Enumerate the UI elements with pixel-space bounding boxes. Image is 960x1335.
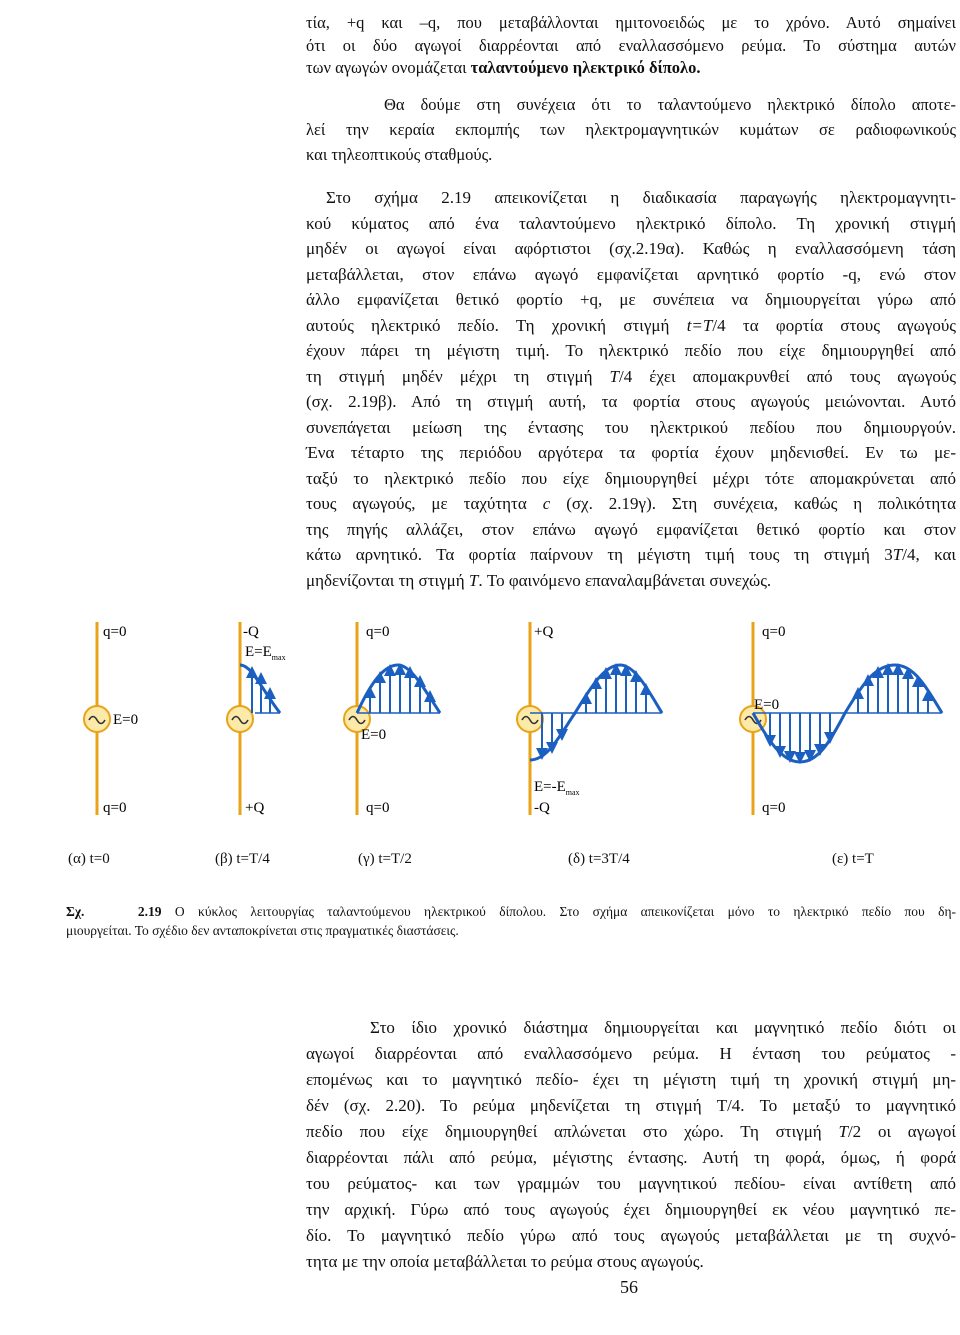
text-line: (σχ. 2.19β). Από τη στιγμή αυτή, τα φορτία στους αγωγούς μειώνονται. Αυτό	[306, 392, 956, 411]
text-line	[306, 491, 956, 517]
text-span: T	[892, 545, 903, 564]
text-span: τους αγωγούς, με ταχύτητα	[306, 494, 543, 513]
text-span: κάτω αρνητικό. Τα φορτία παίρνουν τη μέγιστη τιμή τους τη στιγμή 3	[306, 545, 893, 564]
text-line	[306, 568, 956, 594]
text-span: . Το φαινόμενο επαναλαμβάνεται συνεχώς.	[478, 570, 772, 590]
text-span: τη στιγμή μηδέν μέχρι τη στιγμή	[306, 366, 610, 386]
charge-top-label: q=0	[762, 624, 786, 640]
panel-b	[227, 622, 286, 816]
charge-bottom-label: q=0	[366, 800, 390, 816]
panel-b-label: (β) t=T/4	[215, 851, 270, 867]
text-line: άλλο εμφανίζεται θετικό φορτίο +q, με συνέπεια να δημιουργείται γύρω από	[306, 290, 956, 309]
charge-top-label: -Q	[243, 624, 259, 640]
panel-e	[740, 622, 942, 816]
text-line	[306, 57, 956, 80]
term-oscillating-dipole: ταλαντούμενο ηλεκτρικό δίπολο.	[470, 58, 701, 77]
charge-bottom-label: q=0	[103, 800, 127, 816]
text-line: ταξύ το ηλεκτρικό πεδίο που είχε δημιουργηθεί μέχρι τότε απομακρύνεται από	[306, 468, 956, 488]
text-line: Στο σχήμα 2.19 απεικονίζεται η διαδικασία παραγωγής ηλεκτρομαγνητι-	[326, 188, 956, 207]
text-span: t=T	[686, 315, 713, 335]
text-line	[306, 364, 956, 390]
text-line: τητα με την οποία μεταβάλλεται το ρεύμα στους αγωγούς.	[306, 1252, 704, 1271]
text-line: Στο ίδιο χρονικό διάστημα δημιουργείται και μαγνητικό πεδίο διότι οι	[370, 1018, 956, 1037]
text-span: c	[542, 494, 551, 513]
magnetic-field-paragraph	[306, 1015, 956, 1275]
text-line: Ένα τέταρτο της περιόδου αργότερα τα φορτία έχουν μηδενισθεί. Εν τω με-	[306, 443, 956, 462]
text-line: την αρχική. Γύρω από τους αγωγούς έχει δημιουργηθεί εκ νέου μαγνητικό πε-	[306, 1200, 956, 1219]
panel-d-label: (δ) t=3T/4	[568, 851, 630, 867]
panel-c-label: (γ) t=T/2	[358, 851, 412, 867]
text-span: /4 τα φορτία στους αγωγούς	[712, 315, 957, 335]
text-span: T	[838, 1122, 848, 1141]
text-line: λεί την κεραία εκπομπής των ηλεκτρομαγνητικών κυμάτων σε ραδιοφωνικούς	[306, 120, 956, 139]
text-span: /4, και	[902, 545, 957, 564]
caption-line	[66, 902, 956, 921]
page-number: 56	[620, 1277, 638, 1297]
text-line: τία, +q και –q, που μεταβάλλονται ημιτονοειδώς με το χρόνο. Αυτό σημαίνει	[306, 13, 956, 32]
charge-bottom-label: +Q	[245, 800, 265, 816]
field-label: E=0	[754, 697, 780, 713]
text-line: διαρρέονται πάλι από ρεύμα, μέγιστης έντασης. Αυτή τη φορά, όμως, ή φορά	[306, 1148, 956, 1167]
charge-bottom-label: q=0	[762, 800, 786, 816]
field-label: E=0	[361, 727, 387, 743]
text-span: μηδενίζονται τη στιγμή	[306, 570, 469, 590]
text-line: Θα δούμε στη συνέχεια ότι το ταλαντούμενο ηλεκτρικό δίπολο αποτε-	[384, 95, 956, 114]
text-line: συνεπάγεται μείωση της έντασης του ηλεκτρικού πεδίου που δημιουργούν.	[306, 417, 956, 437]
text-line	[306, 313, 956, 339]
antenna-paragraph	[306, 92, 956, 167]
text-span: T	[468, 570, 479, 590]
figure-caption	[66, 902, 956, 940]
text-span: πεδίο που είχε δημιουργηθεί απλώνεται στο χώρο. Τη στιγμή	[306, 1122, 839, 1141]
text-line: δίο. Το μαγνητικό πεδίο γύρω από τους αγωγούς μεταβάλλεται με τη συχνό-	[306, 1226, 956, 1245]
text-line: του ρεύματος- και των γραμμών του μαγνητικού πεδίου- είναι αντίθετη από	[306, 1174, 956, 1193]
figure-description-paragraph	[306, 185, 956, 593]
intro-paragraph	[306, 12, 956, 80]
field-label: E=0	[113, 712, 139, 728]
dipole-cycle-figure	[0, 600, 960, 880]
text-span: (σχ. 2.19γ). Στη συνέχεια, καθώς η πολικότητα	[550, 494, 956, 513]
text-span: T	[609, 366, 619, 386]
text-span: αυτούς ηλεκτρικό πεδίο. Τη χρονική στιγμή	[306, 315, 687, 335]
text-span: /2 οι αγωγοί	[847, 1122, 956, 1141]
panel-a	[84, 622, 138, 816]
caption-line: μιουργείται. Το σχέδιο δεν ανταποκρίνεται στις πραγματικές διαστάσεις.	[66, 923, 459, 938]
caption-prefix: Σχ. 2.19	[66, 904, 162, 919]
panel-c	[344, 622, 440, 816]
text-line: μεταβάλλεται, στον επάνω αγωγό εμφανίζεται αρνητικό φορτίο -q, ενώ στον	[306, 264, 956, 284]
field-max-label: $E=E_{max}$	[245, 644, 286, 662]
field-min-label: $E=-E_{max}$	[534, 779, 580, 797]
text-line: επομένως και το μαγνητικό πεδίο- έχει τη μέγιστη τιμή τη χρονική στιγμή μη-	[306, 1070, 956, 1089]
text-line: της πηγής αλλάζει, στον επάνω αγωγό εμφανίζεται θετικό φορτίο και στον	[306, 519, 956, 539]
panel-d	[517, 622, 662, 816]
charge-top-label: q=0	[103, 624, 127, 640]
text-line: και τηλεοπτικούς σταθμούς.	[306, 145, 493, 164]
text-line: δέν (σχ. 2.20). Το ρεύμα μηδενίζεται τη στιγμή T/4. Το μεταξύ το μαγνητικό	[306, 1096, 956, 1115]
panel-e-label: (ε) t=T	[832, 851, 874, 867]
text-line: έχουν πάρει τη μέγιστη τιμή. Το ηλεκτρικό πεδίο που είχε δημιουργηθεί από	[306, 341, 956, 360]
text-line: μηδέν οι αγωγοί είναι αφόρτιστοι (σχ.2.19α). Καθώς η εναλλασσόμενη τάση	[306, 239, 956, 258]
text-span: των αγωγών ονομάζεται	[306, 58, 471, 77]
text-line: ότι οι δύο αγωγοί διαρρέονται από εναλλασσόμενο ρεύμα. Το σύστημα αυτών	[306, 35, 956, 55]
text-span: /4 έχει απομακρυνθεί από τους αγωγούς	[618, 366, 956, 386]
charge-top-label: +Q	[534, 624, 554, 640]
charge-top-label: q=0	[366, 624, 390, 640]
panel-a-label: (α) t=0	[68, 851, 110, 867]
text-line	[306, 542, 956, 568]
text-line	[306, 1119, 956, 1145]
text-line: κού κύματος από ένα ταλαντούμενο ηλεκτρικό δίπολο. Τη χρονική στιγμή	[306, 213, 956, 233]
charge-bottom-label: -Q	[534, 800, 550, 816]
text-line: αγωγοί διαρρέονται από εναλλασσόμενο ρεύμα. Η ένταση του ρεύματος -	[306, 1044, 956, 1063]
text-span: Ο κύκλος λειτουργίας ταλαντούμενου ηλεκτρικού δίπολου. Στο σχήμα απεικονίζεται μόνο το ηλεκτρικό πεδίο που δη-	[161, 904, 957, 919]
